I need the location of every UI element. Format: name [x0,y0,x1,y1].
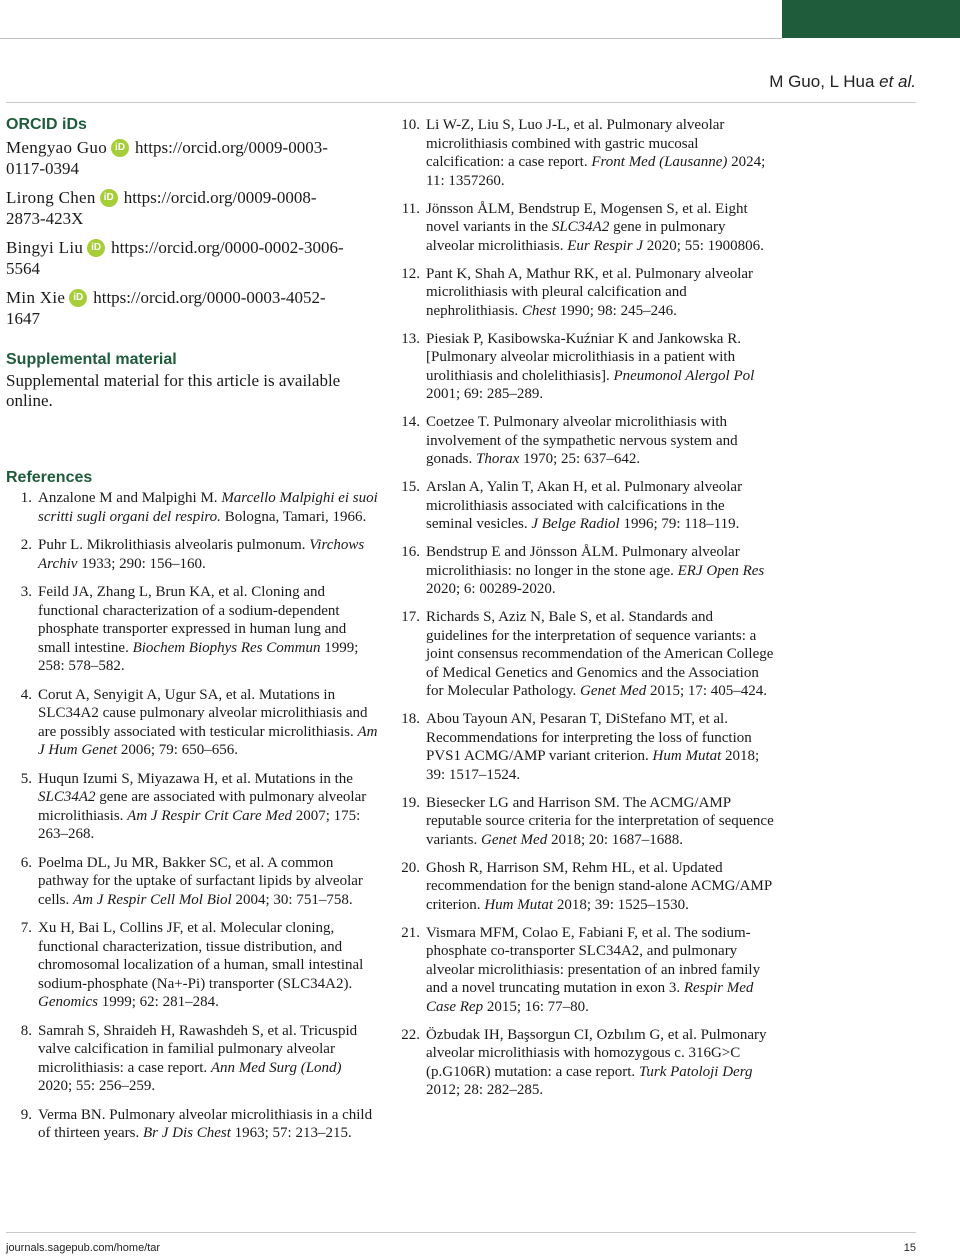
reference-number: 11. [401,200,420,217]
reference-number: 15. [401,479,420,495]
page-number: 15 [903,1242,916,1254]
supplemental-heading: Supplemental material [6,351,177,368]
reference-number: 16. [401,544,420,560]
orcid-link-cont[interactable]: 2873-423X [6,208,84,228]
running-head-authors: M Guo, L Hua [769,72,875,91]
reference-number: 19. [401,794,420,811]
reference-item: 10. Li W-Z, Liu S, Luo J-L, et al. Pulmonary alveolar microlithiasis combined with gastric mucosal calcification: a case report. Front Med (Lausanne) 2024; 11: 1357260. [394,116,774,190]
reference-number: 10. [401,117,420,133]
footer-url[interactable]: journals.sagepub.com/home/tar [6,1242,161,1254]
reference-item: 16. Bendstrup E and Jönsson ÅLM. Pulmonary alveolar microlithiasis: no longer in the stone age. ERJ Open Res 2020; 6: 00289-2020. [394,543,774,599]
reference-number: 13. [401,330,420,347]
reference-item: 19. Biesecker LG and Harrison SM. The ACMG/AMP reputable source criteria for the interpretation of sequence variants. Genet Med 2018; 20: 1687–1688. [394,794,774,850]
orcid-link-cont[interactable]: 5564 [6,258,40,278]
header-accent-block [782,0,960,38]
reference-item: 15. Arslan A, Yalin T, Akan H, et al. Pulmonary alveolar microlithiasis associated with calcifications in the seminal vesicles. J Belge Radiol 1996; 79: 118–119. [394,478,774,534]
reference-number: 7. [20,920,32,936]
header-rule [0,38,782,39]
orcid-entry [6,138,378,179]
reference-item: 2. Puhr L. Mikrolithiasis alveolaris pulmonum. Virchows Archiv 1933; 290: 156–160. [6,536,378,573]
reference-number: 9. [20,1106,32,1123]
reference-item: 12. Pant K, Shah A, Mathur RK, et al. Pulmonary alveolar microlithiasis with pleural calcification and nephrolithiasis. Chest 1990; 98: 245–246. [394,265,774,321]
reference-list-left [6,489,378,1143]
reference-number: 14. [401,414,420,430]
reference-number: 22. [401,1026,420,1043]
running-head-etal: et al. [879,72,916,91]
reference-item: 4. Corut A, Senyigit A, Ugur SA, et al. Mutations in SLC34A2 cause pulmonary alveolar microlithiasis and are possibly associated with testicular microlithiasis. Am J Hum Genet 2006; 79: 650–656. [6,686,378,760]
reference-number: 12. [401,265,420,282]
orcid-name: Mengyao Guo [6,138,108,157]
orcid-icon[interactable]: iD [87,239,105,257]
reference-list-right [394,116,774,1100]
orcid-icon[interactable]: iD [111,139,129,157]
orcid-icon[interactable]: iD [100,189,118,207]
reference-number: 4. [20,686,32,703]
orcid-link[interactable]: https://orcid.org/0009-0003- [135,138,328,157]
reference-number: 17. [401,609,420,625]
reference-number: 20. [401,859,420,876]
reference-number: 5. [20,770,32,787]
reference-item: 9. Verma BN. Pulmonary alveolar microlithiasis in a child of thirteen years. Br J Dis Chest 1963; 57: 213–215. [6,1106,378,1143]
orcid-link[interactable]: https://orcid.org/0009-0008- [123,188,317,207]
reference-item: 17. Richards S, Aziz N, Bale S, et al. Standards and guidelines for the interpretation of sequence variants: a joint consensus recommendation of the American College of Medical Genetics and Genomics and the Association for Molecular Pathology. Genet Med 2015; 17: 405–424. [394,608,774,701]
supplemental-text: Supplemental material for this article is available online. [6,371,341,410]
orcid-list [6,138,378,329]
orcid-icon[interactable]: iD [69,289,87,307]
reference-number: 1. [20,490,32,506]
orcid-entry [6,188,378,229]
orcid-link[interactable]: https://orcid.org/0000-0002-3006- [111,238,344,257]
orcid-name: Bingyi Liu [6,238,84,257]
reference-number: 8. [20,1022,32,1039]
reference-item: 18. Abou Tayoun AN, Pesaran T, DiStefano MT, et al. Recommendations for interpreting the loss of function PVS1 ACMG/AMP variant criterion. Hum Mutat 2018; 39: 1517–1524. [394,710,774,784]
orcid-name: Min Xie [6,288,66,307]
reference-number: 18. [401,711,420,727]
reference-item: 21. Vismara MFM, Colao E, Fabiani F, et al. The sodium-phosphate co-transporter SLC34A2, and pulmonary alveolar microlithiasis: presentation of an inbred family and a novel truncating mutation in exon 3. Respir Med Case Rep 2015; 16: 77–80. [394,924,774,1017]
left-column [6,116,378,1153]
reference-item: 6. Poelma DL, Ju MR, Bakker SC, et al. A common pathway for the uptake of surfactant lipids by alveolar cells. Am J Respir Cell Mol Biol 2004; 30: 751–758. [6,854,378,910]
reference-item: 7. Xu H, Bai L, Collins JF, et al. Molecular cloning, functional characterization, tissue distribution, and chromosomal localization of a human, small intestinal sodium-phosphate (Na+-Pi) transporter (SLC34A2). Genomics 1999; 62: 281–284. [6,919,378,1012]
references-heading: References [6,469,93,486]
orcid-heading: ORCID iDs [6,116,87,133]
top-rule [6,102,916,103]
reference-item: 22. Özbudak IH, Başsorgun CI, Ozbılım G, et al. Pulmonary alveolar microlithiasis with homozygous c. 316G>C (p.G106R) mutation: a case report. Turk Patoloji Derg 2012; 28: 282–285. [394,1026,774,1100]
orcid-name: Lirong Chen [6,188,96,207]
reference-item: 8. Samrah S, Shraideh H, Rawashdeh S, et al. Tricuspid valve calcification in familial pulmonary alveolar microlithiasis: a case report. Ann Med Surg (Lond) 2020; 55: 256–259. [6,1022,378,1096]
orcid-link[interactable]: https://orcid.org/0000-0003-4052- [93,288,326,307]
reference-item: 1. Anzalone M and Malpighi M. Marcello Malpighi ei suoi scritti sugli organi del respiro. Bologna, Tamari, 1966. [6,489,378,526]
footer-rule [6,1232,916,1233]
reference-number: 6. [20,854,32,871]
reference-item: 13. Piesiak P, Kasibowska-Kuźniar K and Jankowska R. [Pulmonary alveolar microlithiasis in a patient with urolithiasis and cholelithiasis]. Pneumonol Alergol Pol 2001; 69: 285–289. [394,330,774,404]
reference-item: 14. Coetzee T. Pulmonary alveolar microlithiasis with involvement of the sympathetic nervous system and gonads. Thorax 1970; 25: 637–642. [394,413,774,469]
reference-number: 21. [401,924,420,941]
reference-item: 11. Jönsson ÅLM, Bendstrup E, Mogensen S, et al. Eight novel variants in the SLC34A2 gene in pulmonary alveolar microlithiasis. Eur Respir J 2020; 55: 1900806. [394,200,774,256]
orcid-link-cont[interactable]: 1647 [6,308,40,328]
right-column [394,116,774,1109]
reference-item: 5. Huqun Izumi S, Miyazawa H, et al. Mutations in the SLC34A2 gene are associated with pulmonary alveolar microlithiasis. Am J Respir Crit Care Med 2007; 175: 263–268. [6,770,378,844]
orcid-entry [6,238,378,279]
orcid-entry [6,288,378,329]
orcid-link-cont[interactable]: 0117-0394 [6,158,80,178]
reference-number: 2. [20,537,32,553]
reference-number: 3. [20,584,32,600]
running-head [769,72,916,92]
reference-item: 20. Ghosh R, Harrison SM, Rehm HL, et al. Updated recommendation for the benign stand-alone ACMG/AMP criterion. Hum Mutat 2018; 39: 1525–1530. [394,859,774,915]
reference-item: 3. Feild JA, Zhang L, Brun KA, et al. Cloning and functional characterization of a sodium-dependent phosphate transporter expressed in human lung and small intestine. Biochem Biophys Res Commun 1999; 258: 578–582. [6,583,378,676]
